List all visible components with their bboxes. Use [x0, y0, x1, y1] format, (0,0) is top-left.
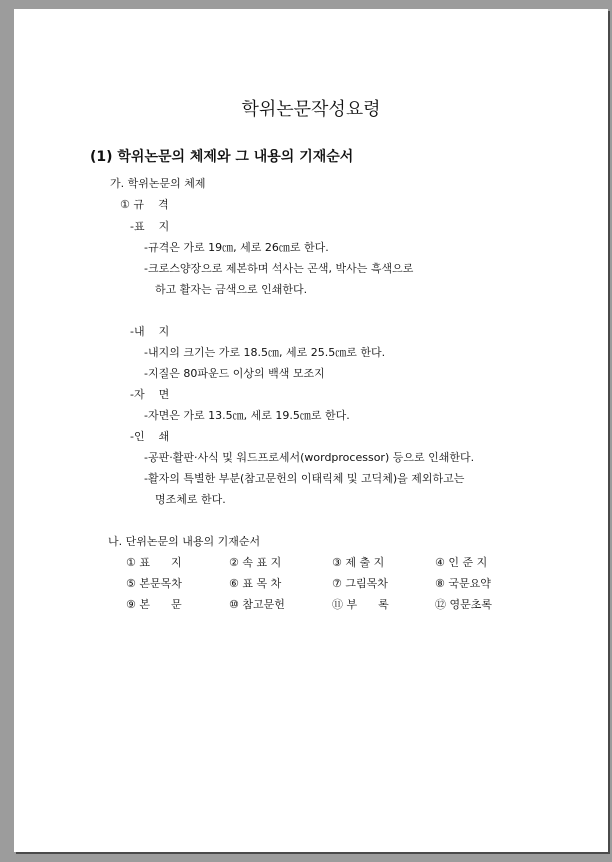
item-gyugyeok: ① 규 격 [120, 198, 169, 211]
jamyeon-line-1: -자면은 가로 13.5㎝, 세로 19.5㎝로 한다. [144, 409, 350, 422]
order-item: ① 표 지 [126, 556, 182, 569]
subsection-na: 나. 단위논문의 내용의 기재순서 [108, 535, 261, 548]
document-page [14, 9, 608, 852]
naeji-line-2: -지질은 80파운드 이상의 백색 모조지 [144, 367, 325, 380]
label-pyoji: -표 지 [130, 220, 170, 233]
order-item: ⑫ 영문초록 [435, 598, 493, 611]
label-jamyeon: -자 면 [130, 388, 170, 401]
order-item: ⑤ 본문목차 [126, 577, 182, 590]
order-item: ③ 제 출 지 [332, 556, 385, 569]
inswae-line-1: -공판·활판·사식 및 워드프로세서(wordprocessor) 등으로 인쇄한다. [144, 451, 475, 464]
order-item: ④ 인 준 지 [435, 556, 488, 569]
order-item: ⑥ 표 목 차 [229, 577, 282, 590]
pyoji-line-1: -규격은 가로 19㎝, 세로 26㎝로 한다. [144, 241, 329, 254]
order-item: ⑨ 본 문 [126, 598, 182, 611]
order-item: ⑦ 그림목차 [332, 577, 388, 590]
inswae-line-2: -활자의 특별한 부분(참고문헌의 이태릭체 및 고딕체)을 제외하고는 [144, 472, 465, 485]
document-title: 학위논문작성요령 [241, 99, 381, 120]
viewer-top-bar [0, 0, 612, 9]
label-inswae: -인 쇄 [130, 430, 170, 443]
naeji-line-1: -내지의 크기는 가로 18.5㎝, 세로 25.5㎝로 한다. [144, 346, 386, 359]
pyoji-line-2: -크로스양장으로 제본하며 석사는 곤색, 박사는 흑색으로 [144, 262, 414, 275]
order-item: ② 속 표 지 [229, 556, 282, 569]
order-item: ⑩ 참고문헌 [229, 598, 285, 611]
inswae-line-3: 명조체로 한다. [155, 493, 226, 506]
section-heading: (1) 학위논문의 체제와 그 내용의 기재순서 [90, 149, 354, 165]
subsection-ga: 가. 학위논문의 체제 [110, 177, 206, 190]
pyoji-line-3: 하고 활자는 금색으로 인쇄한다. [155, 283, 308, 296]
order-item: ⑧ 국문요약 [435, 577, 491, 590]
order-item: ⑪ 부 록 [332, 598, 389, 611]
label-naeji: -내 지 [130, 325, 170, 338]
